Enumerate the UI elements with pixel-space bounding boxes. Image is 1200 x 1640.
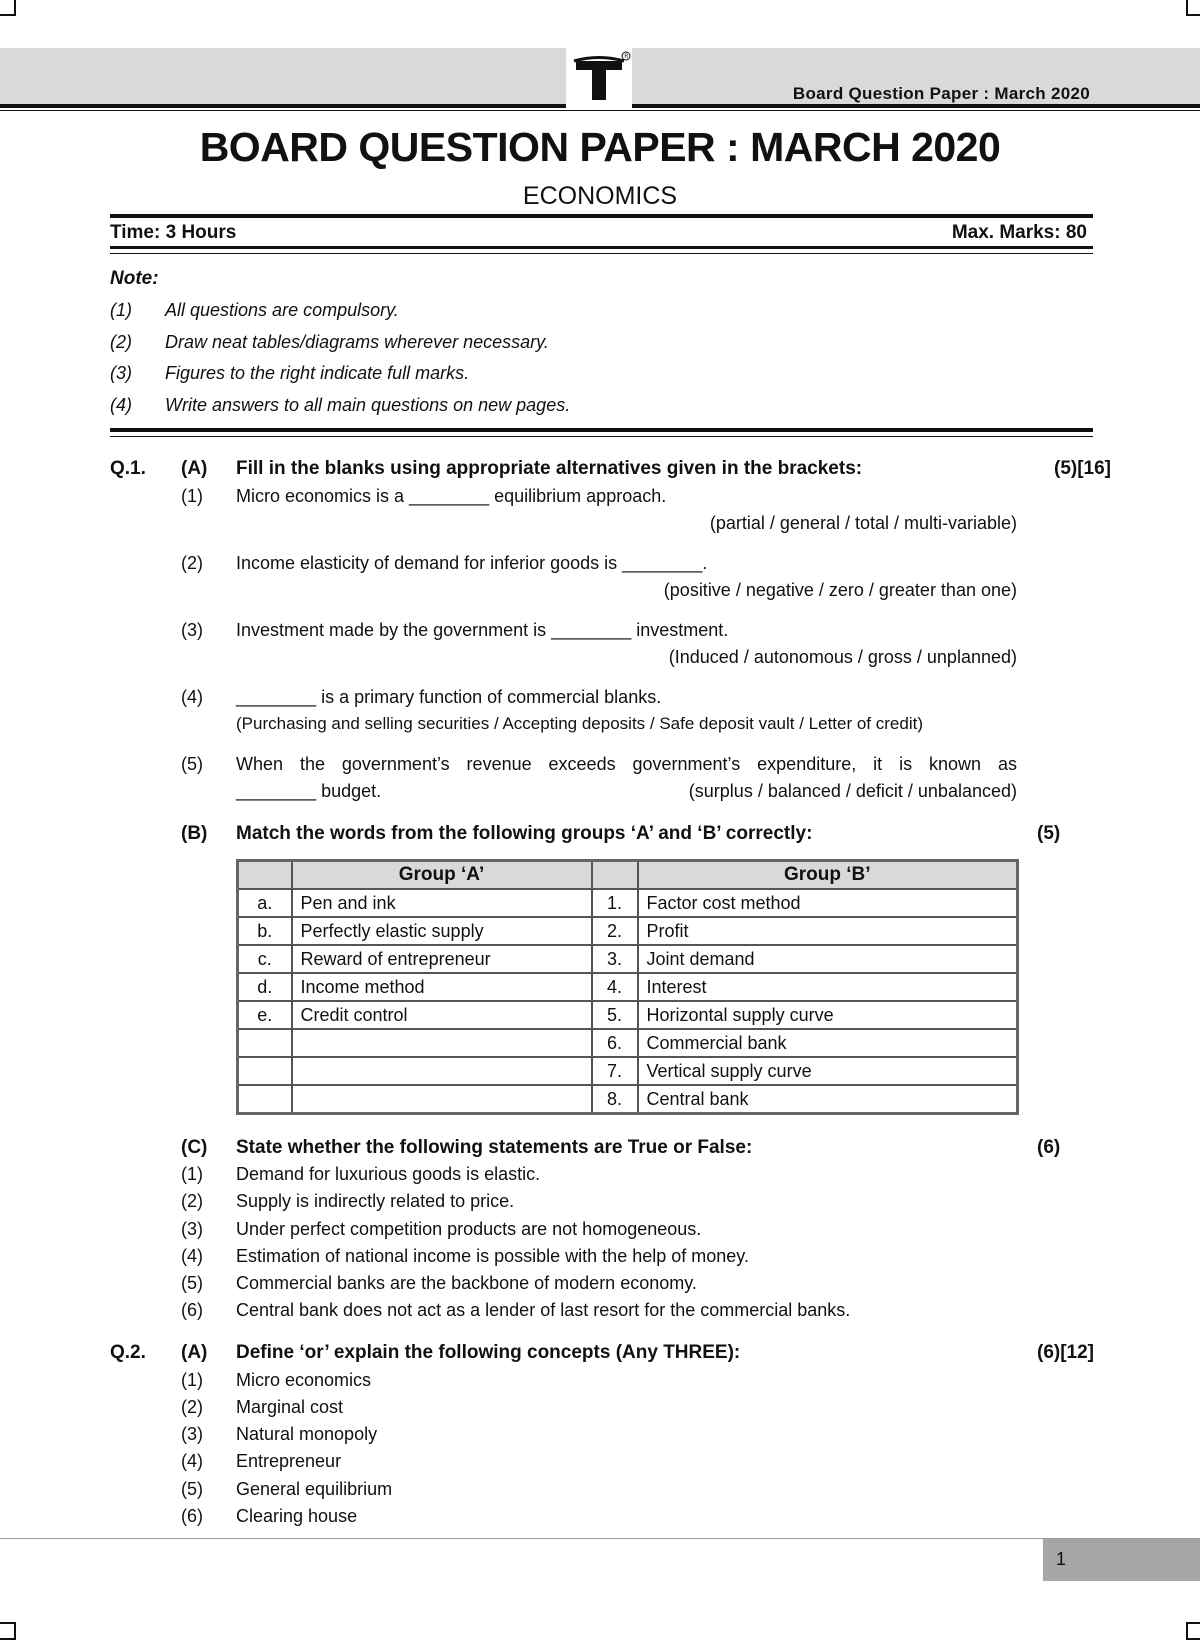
group-a-value: Credit control bbox=[292, 1001, 592, 1029]
match-table bbox=[236, 859, 1019, 1115]
item-text: Under perfect competition products are not homogeneous. bbox=[236, 1219, 702, 1239]
item-number: (4) bbox=[181, 687, 203, 707]
item-text: Investment made by the government is ________ investment. bbox=[236, 620, 729, 640]
item-options: (positive / negative / zero / greater than one) bbox=[663, 580, 1017, 600]
group-a-value: Income method bbox=[292, 973, 592, 1001]
footer-rule bbox=[0, 1538, 1200, 1539]
item-text: Micro economics bbox=[236, 1370, 372, 1390]
section-heading: State whether the following statements are True or False: bbox=[236, 1137, 753, 1158]
item-text: Entrepreneur bbox=[236, 1451, 342, 1471]
item-number: (2) bbox=[181, 1191, 203, 1211]
group-b-value: Central bank bbox=[638, 1085, 1018, 1114]
group-b-value: Commercial bank bbox=[638, 1029, 1018, 1057]
group-a-value: Pen and ink bbox=[292, 889, 592, 917]
item-text: ________ is a primary function of commercial blanks. bbox=[236, 687, 662, 707]
svg-text:R: R bbox=[624, 53, 629, 60]
note-item-num: (3) bbox=[110, 363, 132, 383]
time-allowed: Time: 3 Hours bbox=[110, 222, 237, 243]
item-number: (1) bbox=[181, 1164, 203, 1184]
table-header-row bbox=[238, 861, 1018, 890]
group-a-value bbox=[292, 1029, 592, 1057]
note-item-text: Draw neat tables/diagrams wherever necessary. bbox=[165, 332, 549, 352]
note-item-num: (4) bbox=[110, 395, 132, 415]
group-a-key: b. bbox=[238, 917, 292, 945]
group-b-value: Factor cost method bbox=[638, 889, 1018, 917]
item-options: (Induced / autonomous / gross / unplanned) bbox=[668, 647, 1017, 667]
group-b-key: 6. bbox=[592, 1029, 638, 1057]
section-marks: (5)[16] bbox=[1054, 458, 1112, 479]
group-a-header: Group ‘A’ bbox=[292, 861, 592, 890]
crop-mark-bottom-right bbox=[1186, 1622, 1200, 1640]
max-marks: Max. Marks: 80 bbox=[951, 222, 1087, 243]
note-heading: Note: bbox=[110, 268, 159, 289]
item-number: (3) bbox=[181, 1424, 203, 1444]
rule-top-thick bbox=[110, 214, 1093, 218]
section-heading: Fill in the blanks using appropriate alternatives given in the brackets: bbox=[236, 458, 863, 479]
section-heading: Define ‘or’ explain the following concepts (Any THREE): bbox=[236, 1342, 741, 1363]
item-text: Supply is indirectly related to price. bbox=[236, 1191, 515, 1211]
item-text: Micro economics is a ________ equilibrium approach. bbox=[236, 486, 667, 506]
item-number: (1) bbox=[181, 486, 203, 506]
table-row bbox=[238, 917, 1018, 945]
table-row bbox=[238, 945, 1018, 973]
section-marks: (6)[12] bbox=[1037, 1342, 1095, 1363]
section-marks: (5) bbox=[1037, 823, 1061, 844]
group-b-header: Group ‘B’ bbox=[638, 861, 1018, 890]
table-row bbox=[238, 973, 1018, 1001]
item-number: (5) bbox=[181, 1273, 203, 1293]
item-text: Income elasticity of demand for inferior goods is ________. bbox=[236, 553, 708, 573]
item-number: (6) bbox=[181, 1300, 203, 1320]
table-row bbox=[238, 889, 1018, 917]
header-rule-thin bbox=[0, 110, 1200, 111]
section-label: (C) bbox=[181, 1137, 208, 1158]
group-a-value: Reward of entrepreneur bbox=[292, 945, 592, 973]
item-number: (5) bbox=[181, 1479, 203, 1499]
item-number: (2) bbox=[181, 553, 203, 573]
section-label: (A) bbox=[181, 1342, 208, 1363]
group-b-key: 8. bbox=[592, 1085, 638, 1114]
group-b-value: Vertical supply curve bbox=[638, 1057, 1018, 1085]
item-text: When the government’s revenue exceeds government’s expenditure, it is known as bbox=[236, 754, 1017, 774]
group-a-key: e. bbox=[238, 1001, 292, 1029]
note-item-text: Figures to the right indicate full marks. bbox=[165, 363, 470, 383]
group-a-key bbox=[238, 1057, 292, 1085]
page-title: BOARD QUESTION PAPER : MARCH 2020 bbox=[199, 124, 1001, 170]
subject-title: ECONOMICS bbox=[522, 182, 678, 210]
item-options: (surplus / balanced / deficit / unbalanced) bbox=[688, 781, 1017, 801]
group-b-key: 4. bbox=[592, 973, 638, 1001]
header-blank bbox=[592, 861, 638, 890]
table-row bbox=[238, 1085, 1018, 1114]
question-number: Q.2. bbox=[110, 1342, 146, 1363]
item-text: Marginal cost bbox=[236, 1397, 344, 1417]
group-a-key: a. bbox=[238, 889, 292, 917]
item-text: Commercial banks are the backbone of modern economy. bbox=[236, 1273, 697, 1293]
item-text: Clearing house bbox=[236, 1506, 358, 1526]
item-number: (2) bbox=[181, 1397, 203, 1417]
running-header: Board Question Paper : March 2020 bbox=[792, 84, 1090, 103]
item-text-continued: ________ budget. bbox=[236, 781, 382, 801]
item-text: General equilibrium bbox=[236, 1479, 393, 1499]
group-b-key: 5. bbox=[592, 1001, 638, 1029]
item-text: Demand for luxurious goods is elastic. bbox=[236, 1164, 541, 1184]
note-item-num: (2) bbox=[110, 332, 132, 352]
section-label: (A) bbox=[181, 458, 208, 479]
page-number: 1 bbox=[1056, 1549, 1067, 1569]
group-b-value: Horizontal supply curve bbox=[638, 1001, 1018, 1029]
group-b-key: 7. bbox=[592, 1057, 638, 1085]
item-options: (partial / general / total / multi-variable) bbox=[709, 513, 1017, 533]
note-item-text: Write answers to all main questions on new pages. bbox=[165, 395, 571, 415]
item-text: Estimation of national income is possible with the help of money. bbox=[236, 1246, 749, 1266]
item-text: Natural monopoly bbox=[236, 1424, 378, 1444]
section-heading: Match the words from the following groups ‘A’ and ‘B’ correctly: bbox=[236, 823, 813, 844]
footer-page-box bbox=[1043, 1539, 1200, 1581]
group-a-key bbox=[238, 1085, 292, 1114]
group-b-value: Joint demand bbox=[638, 945, 1018, 973]
group-a-value bbox=[292, 1057, 592, 1085]
group-b-key: 1. bbox=[592, 889, 638, 917]
rule-note-thin bbox=[110, 436, 1093, 437]
t-logo-icon bbox=[566, 48, 632, 108]
group-a-key: d. bbox=[238, 973, 292, 1001]
rule-note-thick bbox=[110, 428, 1093, 432]
crop-mark-top-left bbox=[0, 0, 16, 16]
section-marks: (6) bbox=[1037, 1137, 1061, 1158]
header-blank bbox=[238, 861, 292, 890]
item-number: (4) bbox=[181, 1246, 203, 1266]
group-a-value: Perfectly elastic supply bbox=[292, 917, 592, 945]
item-number: (1) bbox=[181, 1370, 203, 1390]
note-item-num: (1) bbox=[110, 300, 132, 320]
group-a-key: c. bbox=[238, 945, 292, 973]
group-a-key bbox=[238, 1029, 292, 1057]
item-number: (6) bbox=[181, 1506, 203, 1526]
group-b-value: Interest bbox=[638, 973, 1018, 1001]
question-number: Q.1. bbox=[110, 458, 146, 479]
group-b-key: 3. bbox=[592, 945, 638, 973]
crop-mark-bottom-left bbox=[0, 1622, 16, 1640]
publisher-logo bbox=[566, 48, 632, 108]
item-number: (5) bbox=[181, 754, 203, 774]
rule-meta-thick bbox=[110, 246, 1093, 249]
rule-meta-thin bbox=[110, 253, 1093, 254]
item-options: (Purchasing and selling securities / Accepting deposits / Safe deposit vault / Letter of credit) bbox=[236, 714, 923, 733]
item-number: (4) bbox=[181, 1451, 203, 1471]
section-label: (B) bbox=[181, 823, 208, 844]
note-item-text: All questions are compulsory. bbox=[165, 300, 399, 320]
item-text: Central bank does not act as a lender of last resort for the commercial banks. bbox=[236, 1300, 851, 1320]
item-number: (3) bbox=[181, 1219, 203, 1239]
table-row bbox=[238, 1001, 1018, 1029]
table-row bbox=[238, 1057, 1018, 1085]
group-a-value bbox=[292, 1085, 592, 1114]
crop-mark-top-right bbox=[1186, 0, 1200, 16]
item-number: (3) bbox=[181, 620, 203, 640]
group-b-key: 2. bbox=[592, 917, 638, 945]
group-b-value: Profit bbox=[638, 917, 1018, 945]
table-row bbox=[238, 1029, 1018, 1057]
